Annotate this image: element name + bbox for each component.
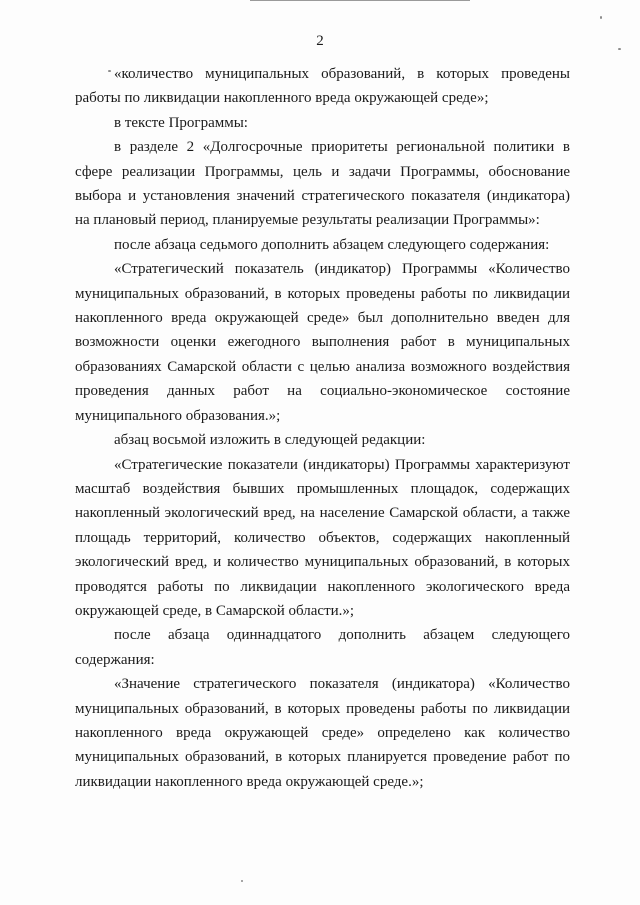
document-body	[75, 62, 570, 794]
scan-speck	[108, 70, 111, 72]
paragraph-9: «Значение стратегического показателя (индикатора) «Количество муниципальных образований, в которых проведены работы по ликвидации накопленного вреда окружающей среде» определено как количество муниципальных образований, в которых планируется проведение работ по ликвидации накопленного вреда окружающей среде.»;	[75, 676, 570, 790]
paragraph-2: в тексте Программы:	[114, 114, 248, 131]
paragraph-4: после абзаца седьмого дополнить абзацем следующего содержания:	[114, 236, 550, 253]
scan-speck	[241, 880, 243, 882]
paragraph-6: абзац восьмой изложить в следующей редакции:	[114, 432, 426, 449]
paragraph-5: «Стратегический показатель (индикатор) Программы «Количество муниципальных образований, в которых проведены работы по ликвидации накопленного вреда окружающей среде» был дополнительно введен для возможности оценки ежегодного выполнения работ в муниципальных образованиях Самарской области с целью анализа возможного воздействия проведения данных работ на социально-экономическое состояние муниципального образования.»;	[75, 261, 570, 424]
paragraph-3: в разделе 2 «Долгосрочные приоритеты региональной политики в сфере реализации Программы, цель и задачи Программы, обоснование выбора и установления значений стратегического показателя (индикатора) на плановый период, планируемые результаты реализации Программы»:	[75, 139, 570, 229]
paragraph-8: после абзаца одиннадцатого дополнить абзацем следующего содержания:	[75, 627, 570, 668]
paragraph-1: «количество муниципальных образований, в которых проведены работы по ликвидации накопленного вреда окружающей среде»;	[75, 66, 570, 107]
scan-speck	[600, 16, 602, 19]
top-edge-line	[250, 0, 470, 1]
scan-speck	[618, 48, 621, 50]
paragraph-7: «Стратегические показатели (индикаторы) Программы характеризуют масштаб воздействия бывших промышленных площадок, содержащих накопленный экологический вред, на население Самарской области, а также площадь территорий, количество объектов, содержащих накопленный экологический вред, и количество муниципальных образований, в которых проводятся работы по ликвидации накопленного экологического вреда окружающей среде, в Самарской области.»;	[75, 456, 570, 619]
page-number: 2	[316, 33, 324, 49]
